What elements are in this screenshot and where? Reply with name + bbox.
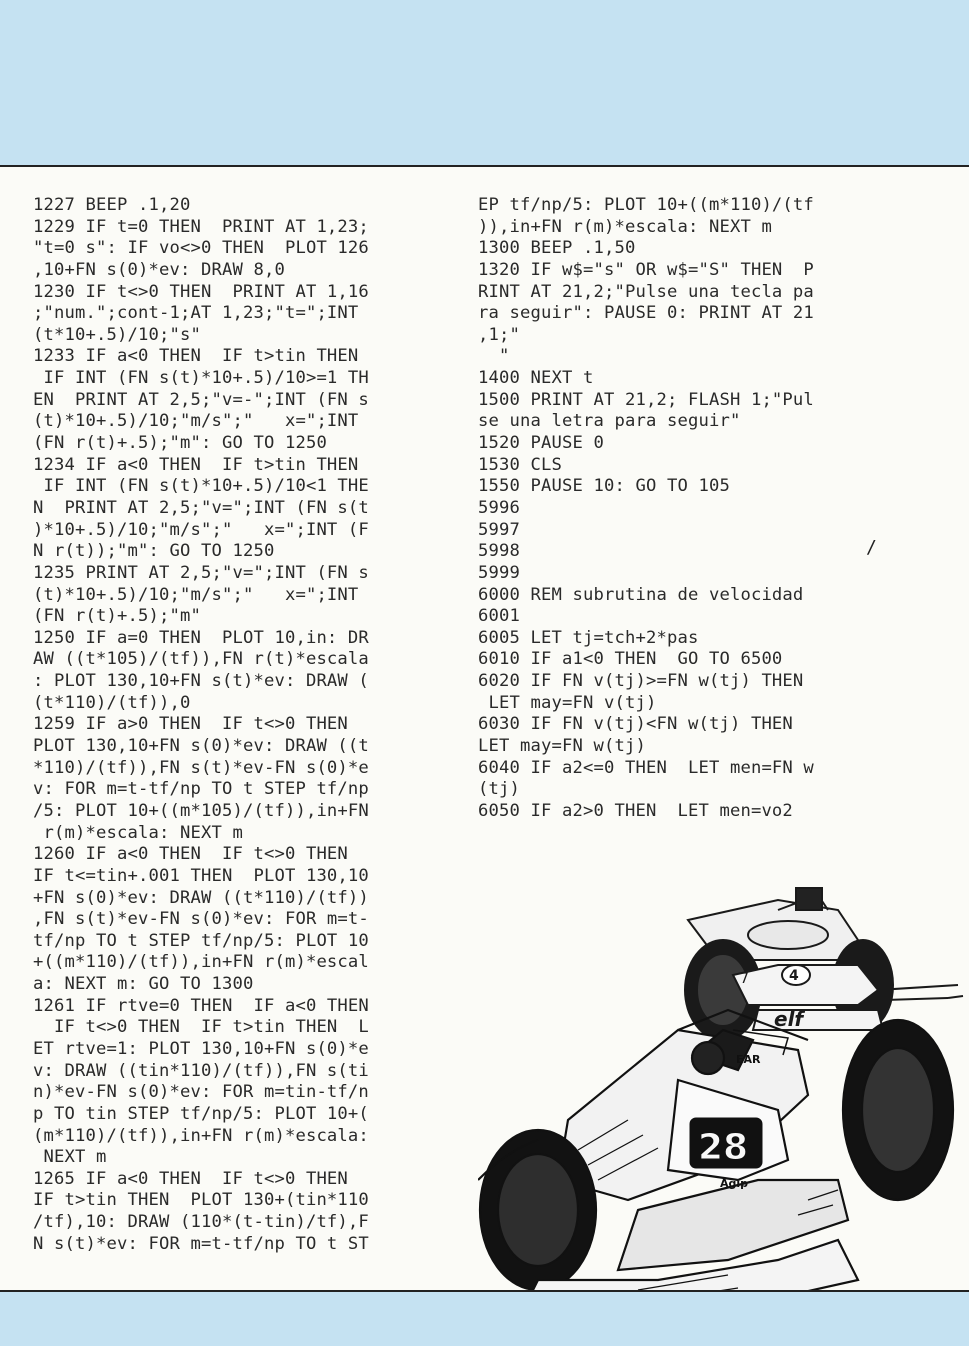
code-line: " — [478, 346, 510, 367]
code-line: 1230 IF t<>0 THEN PRINT AT 1,16 — [33, 281, 369, 302]
code-line: r(m)*escala: NEXT m — [33, 822, 243, 843]
rear-car-side-number: 7 — [740, 971, 749, 987]
code-line: AW ((t*105)/(tf)),FN r(t)*escala — [33, 649, 369, 670]
code-line: 1320 IF w$="s" OR w$="S" THEN P — [478, 259, 814, 280]
code-line: 6010 IF a1<0 THEN GO TO 6500 — [478, 649, 783, 670]
code-line: (t*110)/(tf)),0 — [33, 692, 191, 713]
code-line: IF t<>0 THEN IF t>tin THEN L — [33, 1017, 369, 1038]
code-line: EP tf/np/5: PLOT 10+((m*110)/(tf — [478, 195, 814, 215]
front-car-badge: Agip — [720, 1177, 749, 1190]
code-line: /5: PLOT 10+((m*105)/(tf)),in+FN — [33, 800, 369, 821]
code-line: se una letra para seguir" — [478, 411, 741, 432]
code-line: (m*110)/(tf)),in+FN r(m)*escala: — [33, 1125, 369, 1146]
code-line: )),in+FN r(m)*escala: NEXT m — [478, 216, 772, 237]
code-line: N r(t));"m": GO TO 1250 — [33, 541, 275, 562]
code-line: 6050 IF a2>0 THEN LET men=vo2 — [478, 800, 793, 821]
code-line: 1234 IF a<0 THEN IF t>tin THEN — [33, 454, 359, 475]
code-line: IF t>tin THEN PLOT 130+(tin*110 — [33, 1190, 369, 1211]
code-line: 1520 PAUSE 0 — [478, 433, 604, 454]
code-line: 1227 BEEP .1,20 — [33, 195, 191, 215]
code-line: 1229 IF t=0 THEN PRINT AT 1,23; — [33, 216, 369, 237]
code-line: EN PRINT AT 2,5;"v=-";INT (FN s — [33, 389, 369, 410]
code-line: 1530 CLS — [478, 454, 562, 475]
code-line: 1400 NEXT t — [478, 368, 594, 389]
code-line: LET may=FN w(tj) — [478, 736, 646, 757]
code-line: 1233 IF a<0 THEN IF t>tin THEN — [33, 346, 359, 367]
code-line: 5997 — [478, 519, 520, 540]
code-line: 1300 BEEP .1,50 — [478, 238, 636, 259]
code-line: IF INT (FN s(t)*10+.5)/10<1 THE — [33, 476, 369, 497]
code-line: (t)*10+.5)/10;"m/s";" x=";INT — [33, 584, 359, 605]
code-line: n)*ev-FN s(0)*ev: FOR m=tin-tf/n — [33, 1082, 369, 1103]
code-line: ;"num.";cont-1;AT 1,23;"t=";INT — [33, 303, 359, 324]
code-line: RINT AT 21,2;"Pulse una tecla pa — [478, 281, 814, 302]
code-line: +((m*110)/(tf)),in+FN r(m)*escal — [33, 952, 369, 973]
code-line: *110)/(tf)),FN s(t)*ev-FN s(0)*e — [33, 757, 369, 778]
bottom-color-band — [0, 1290, 969, 1346]
code-line: 6001 — [478, 606, 520, 627]
code-line: (tj) — [478, 779, 520, 800]
code-line: 6000 REM subrutina de velocidad — [478, 584, 804, 605]
code-line: ,1;" — [478, 324, 520, 345]
listing-right-column — [478, 195, 898, 823]
code-line: 5996 — [478, 497, 520, 518]
code-line: 5999 — [478, 562, 520, 583]
code-line: LET may=FN v(tj) — [478, 692, 657, 713]
code-line: ra seguir": PAUSE 0: PRINT AT 21 — [478, 303, 814, 324]
top-color-band — [0, 0, 969, 167]
code-line: /tf),10: DRAW (110*(t-tin)/tf),F — [33, 1212, 369, 1233]
code-line: tf/np TO t STEP tf/np/5: PLOT 10 — [33, 930, 369, 951]
code-line: 6005 LET tj=tch+2*pas — [478, 627, 699, 648]
code-line: N PRINT AT 2,5;"v=";INT (FN s(t — [33, 497, 369, 518]
code-line: v: DRAW ((tin*110)/(tf)),FN s(ti — [33, 1060, 369, 1081]
listing-left-column — [33, 195, 451, 1255]
code-line: (FN r(t)+.5);"m": GO TO 1250 — [33, 433, 327, 454]
code-line: IF t<=tin+.001 THEN PLOT 130,10 — [33, 865, 369, 886]
code-line: 5998 — [478, 541, 520, 562]
front-car-sponsor: EAR — [736, 1053, 761, 1066]
code-line: 6020 IF FN v(tj)>=FN w(tj) THEN — [478, 671, 804, 692]
code-line: N s(t)*ev: FOR m=t-tf/np TO t ST — [33, 1233, 369, 1254]
stray-mark: / — [866, 537, 877, 558]
code-line: 1260 IF a<0 THEN IF t<>0 THEN — [33, 844, 348, 865]
rear-car-number: 4 — [789, 968, 799, 984]
code-line: IF INT (FN s(t)*10+.5)/10>=1 TH — [33, 368, 369, 389]
code-line: 6040 IF a2<=0 THEN LET men=FN w — [478, 757, 814, 778]
code-line: )*10+.5)/10;"m/s";" x=";INT (F — [33, 519, 369, 540]
code-line: a: NEXT m: GO TO 1300 — [33, 974, 254, 995]
code-line: "t=0 s": IF vo<>0 THEN PLOT 126 — [33, 238, 369, 259]
code-line: 1259 IF a>0 THEN IF t<>0 THEN — [33, 714, 348, 735]
code-line: 1235 PRINT AT 2,5;"v=";INT (FN s — [33, 562, 369, 583]
rear-car-sponsor: elf — [774, 1007, 804, 1031]
code-line: 1500 PRINT AT 21,2; FLASH 1;"Pul — [478, 389, 814, 410]
code-line: : PLOT 130,10+FN s(t)*ev: DRAW ( — [33, 671, 369, 692]
code-line: +FN s(0)*ev: DRAW ((t*110)/(tf)) — [33, 887, 369, 908]
code-line: 1250 IF a=0 THEN PLOT 10,in: DR — [33, 627, 369, 648]
code-line: NEXT m — [33, 1147, 107, 1168]
code-line: 1265 IF a<0 THEN IF t<>0 THEN — [33, 1168, 348, 1189]
code-line: ,10+FN s(0)*ev: DRAW 8,0 — [33, 259, 285, 280]
race-car-illustration — [478, 880, 969, 1344]
code-line: 1261 IF rtve=0 THEN IF a<0 THEN — [33, 995, 369, 1016]
code-line: (t*10+.5)/10;"s" — [33, 324, 201, 345]
code-line: 1550 PAUSE 10: GO TO 105 — [478, 476, 730, 497]
code-line: PLOT 130,10+FN s(0)*ev: DRAW ((t — [33, 736, 369, 757]
code-line: (FN r(t)+.5);"m" — [33, 606, 201, 627]
code-line: ET rtve=1: PLOT 130,10+FN s(0)*e — [33, 1038, 369, 1059]
code-line: 6030 IF FN v(tj)<FN w(tj) THEN — [478, 714, 793, 735]
code-line: (t)*10+.5)/10;"m/s";" x=";INT — [33, 411, 359, 432]
front-car-number: 28 — [698, 1127, 749, 1168]
code-line: ,FN s(t)*ev-FN s(0)*ev: FOR m=t- — [33, 909, 369, 930]
code-line: v: FOR m=t-tf/np TO t STEP tf/np — [33, 779, 369, 800]
code-line: p TO tin STEP tf/np/5: PLOT 10+( — [33, 1103, 369, 1124]
